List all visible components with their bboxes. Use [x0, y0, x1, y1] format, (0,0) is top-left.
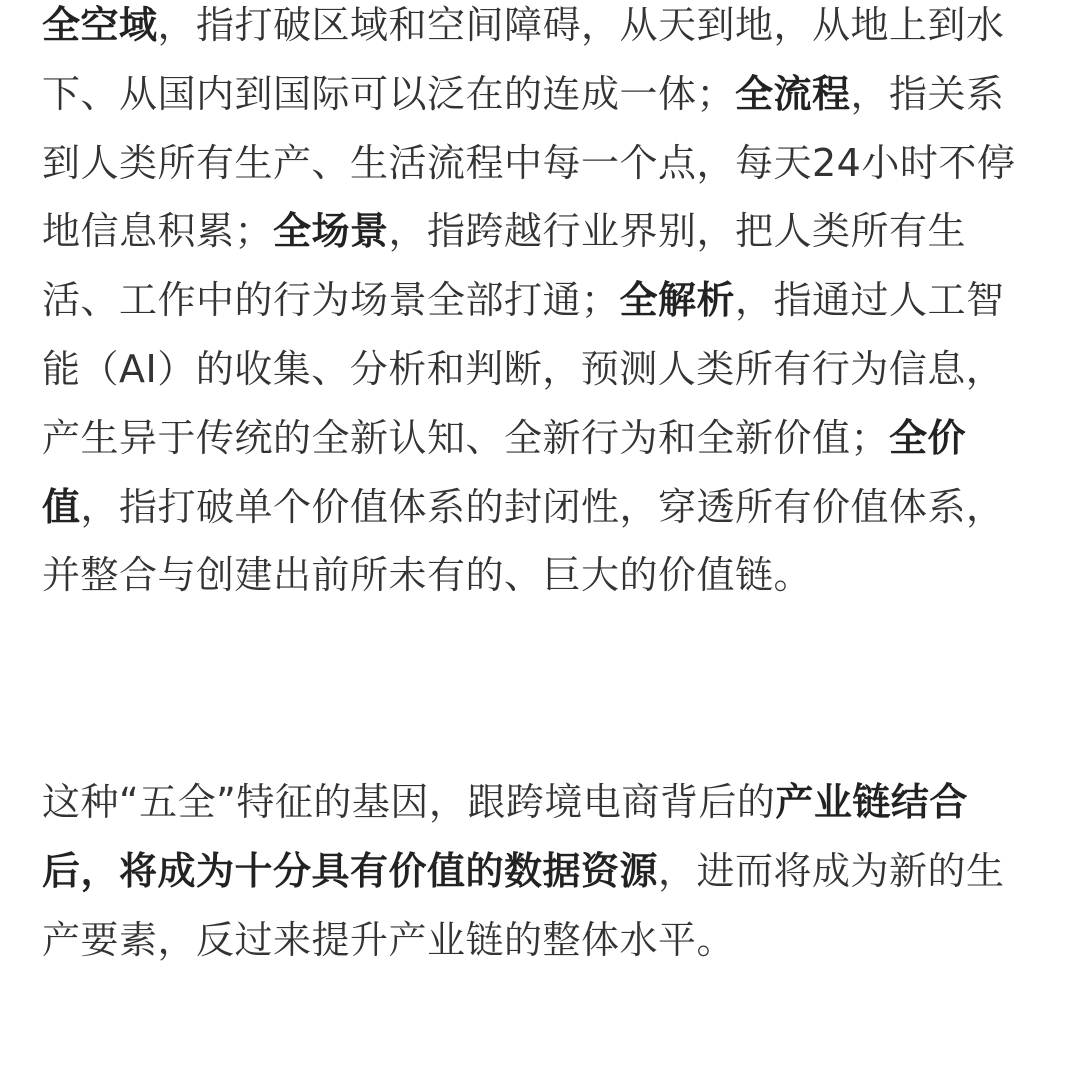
paragraph-five-full-definitions — [42, 0, 1038, 610]
definition-full-process: ，指关系到人类所有生产、生活流程中每一个点，每天24小时不停地信息积累； — [42, 71, 1016, 254]
term-full-process: 全流程 — [735, 71, 851, 116]
term-full-scenario: 全场景 — [273, 209, 389, 254]
article-body — [42, 0, 1038, 962]
definition-full-analysis: ，指通过人工智能（AI）的收集、分析和判断，预测人类所有行为信息，产生异于传统的全新认知、全新行为和全新价值； — [42, 278, 1005, 460]
term-full-airspace: 全空域 — [42, 3, 158, 47]
definition-full-value: ，指打破单个价值体系的封闭性，穿透所有价值体系，并整合与创建出前所未有的、巨大的价值链。 — [42, 484, 1005, 598]
term-full-value: 全价值 — [42, 415, 967, 529]
paragraph-2-conclusion: ，进而将成为新的生产要素，反过来提升产业链的整体水平。 — [42, 848, 1005, 962]
paragraph-2-emphasis: 产业链结合后，将成为十分具有价值的数据资源 — [42, 780, 968, 893]
definition-full-scenario: ，指跨越行业界别，把人类所有生活、工作中的行为场景全部打通； — [42, 209, 967, 323]
paragraph-data-resource — [42, 768, 1038, 974]
definition-full-airspace: ，指打破区域和空间障碍，从天到地，从地上到水下、从国内到国际可以泛在的连成一体； — [42, 3, 1005, 116]
paragraph-2-intro: 这种“五全”特征的基因，跟跨境电商背后的 — [42, 780, 776, 824]
term-full-analysis: 全解析 — [619, 278, 736, 323]
